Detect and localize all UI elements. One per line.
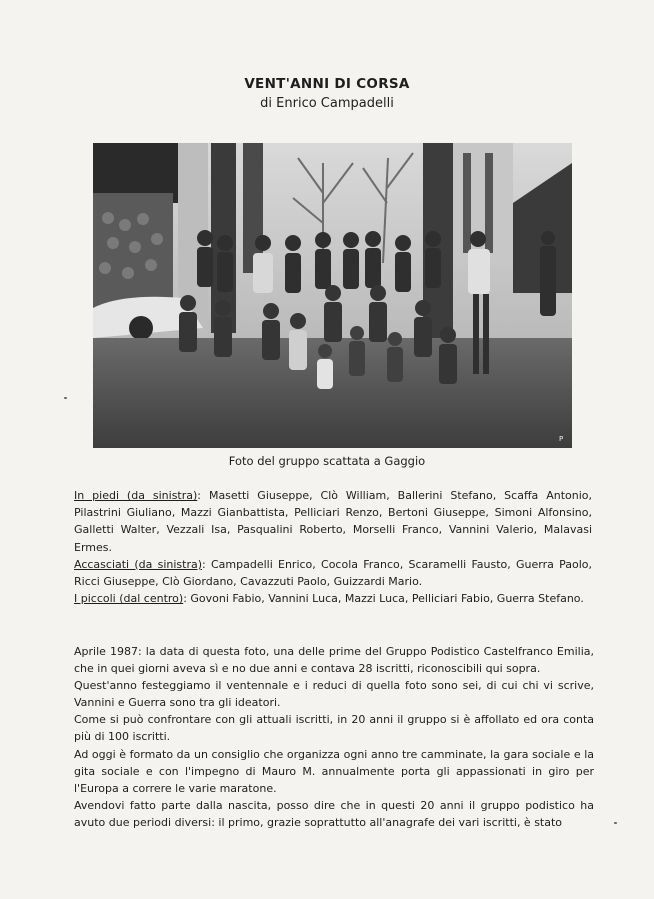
group-photo — [93, 143, 572, 448]
group-names: Campadelli Enrico, Cocola Franco, Scaramelli Fausto, Guerra Paolo, Ricci Giuseppe, Clò Giordano, Cavazzuti Paolo, Guizzardi Mario. — [74, 557, 592, 589]
group-crouched: Accasciati (da sinistra): Campadelli Enrico, Cocola Franco, Scaramelli Fausto, Guerra Paolo, Ricci Giuseppe, Clò Giordano, Cavazzuti Paolo, Guizzardi Mario. — [74, 557, 592, 589]
article-author: di Enrico Campadelli — [260, 96, 394, 111]
article-title: VENT'ANNI DI CORSA — [244, 76, 410, 92]
group-names: Govoni Fabio, Vannini Luca, Mazzi Luca, Pelliciari Fabio, Guerra Stefano. — [190, 592, 584, 606]
paragraph: Avendovi fatto parte dalla nascita, posso dire che in questi 20 anni il gruppo podistico ha avuto due periodi diversi: il primo, grazie soprattutto all'anagrafe dei vari iscritti, è stato — [74, 798, 594, 829]
group-photo-image — [93, 143, 572, 448]
photo-caption: Foto del gruppo scattata a Gaggio — [228, 454, 426, 468]
group-label: Accasciati (da sinistra) — [74, 557, 203, 571]
article-body — [74, 643, 594, 831]
group-label: I piccoli (dal centro) — [74, 592, 184, 606]
paragraph: Come si può confrontare con gli attuali iscritti, in 20 anni il gruppo si è affollato ed ora conta più di 100 iscritti. — [74, 713, 594, 744]
scan-speck — [64, 397, 67, 399]
group-standing: In piedi (da sinistra): Masetti Giuseppe, Clò William, Ballerini Stefano, Scaffa Antonio, Pilastrini Giuliano, Mazzi Gianbattista, Pelliciari Renzo, Bertoni Giuseppe, Simoni Alfonsino, Galletti Walter, Vezzali Isa, Pasqualini Roberto, Morselli Franco, Vannini Valerio, Malavasi Ermes. — [74, 489, 593, 554]
paragraph: Aprile 1987: la data di questa foto, una delle prime del Gruppo Podistico Castelfranco Emilia, che in quei giorni aveva sì e no due anni e contava 28 iscritti, riconoscibili qui sopra. — [74, 645, 594, 676]
paragraph: Quest'anno festeggiamo il ventennale e i reduci di quella foto sono sei, di cui chi vi scrive, Vannini e Guerra sono tra gli ideatori. — [74, 679, 594, 710]
paragraph: Ad oggi è formato da un consiglio che organizza ogni anno tre camminate, la gara sociale e la gita sociale e con l'impegno di Mauro M. annualmente porta gli appassionati in giro per l'Europa a correre le varie maratone. — [74, 747, 594, 795]
svg-text:P: P — [559, 435, 564, 443]
group-kids: I piccoli (dal centro): Govoni Fabio, Vannini Luca, Mazzi Luca, Pelliciari Fabio, Guerra Stefano. — [74, 592, 584, 606]
group-names: Masetti Giuseppe, Clò William, Ballerini Stefano, Scaffa Antonio, Pilastrini Giuliano, Mazzi Gianbattista, Pelliciari Renzo, Bertoni Giuseppe, Simoni Alfonsino, Galletti Walter, Vezzali Isa, Pasqualini Roberto, Morselli Franco, Vannini Valerio, Malavasi Ermes. — [74, 489, 593, 554]
scan-speck — [614, 822, 617, 824]
group-label: In piedi (da sinistra) — [74, 489, 198, 502]
people-list — [74, 487, 592, 607]
